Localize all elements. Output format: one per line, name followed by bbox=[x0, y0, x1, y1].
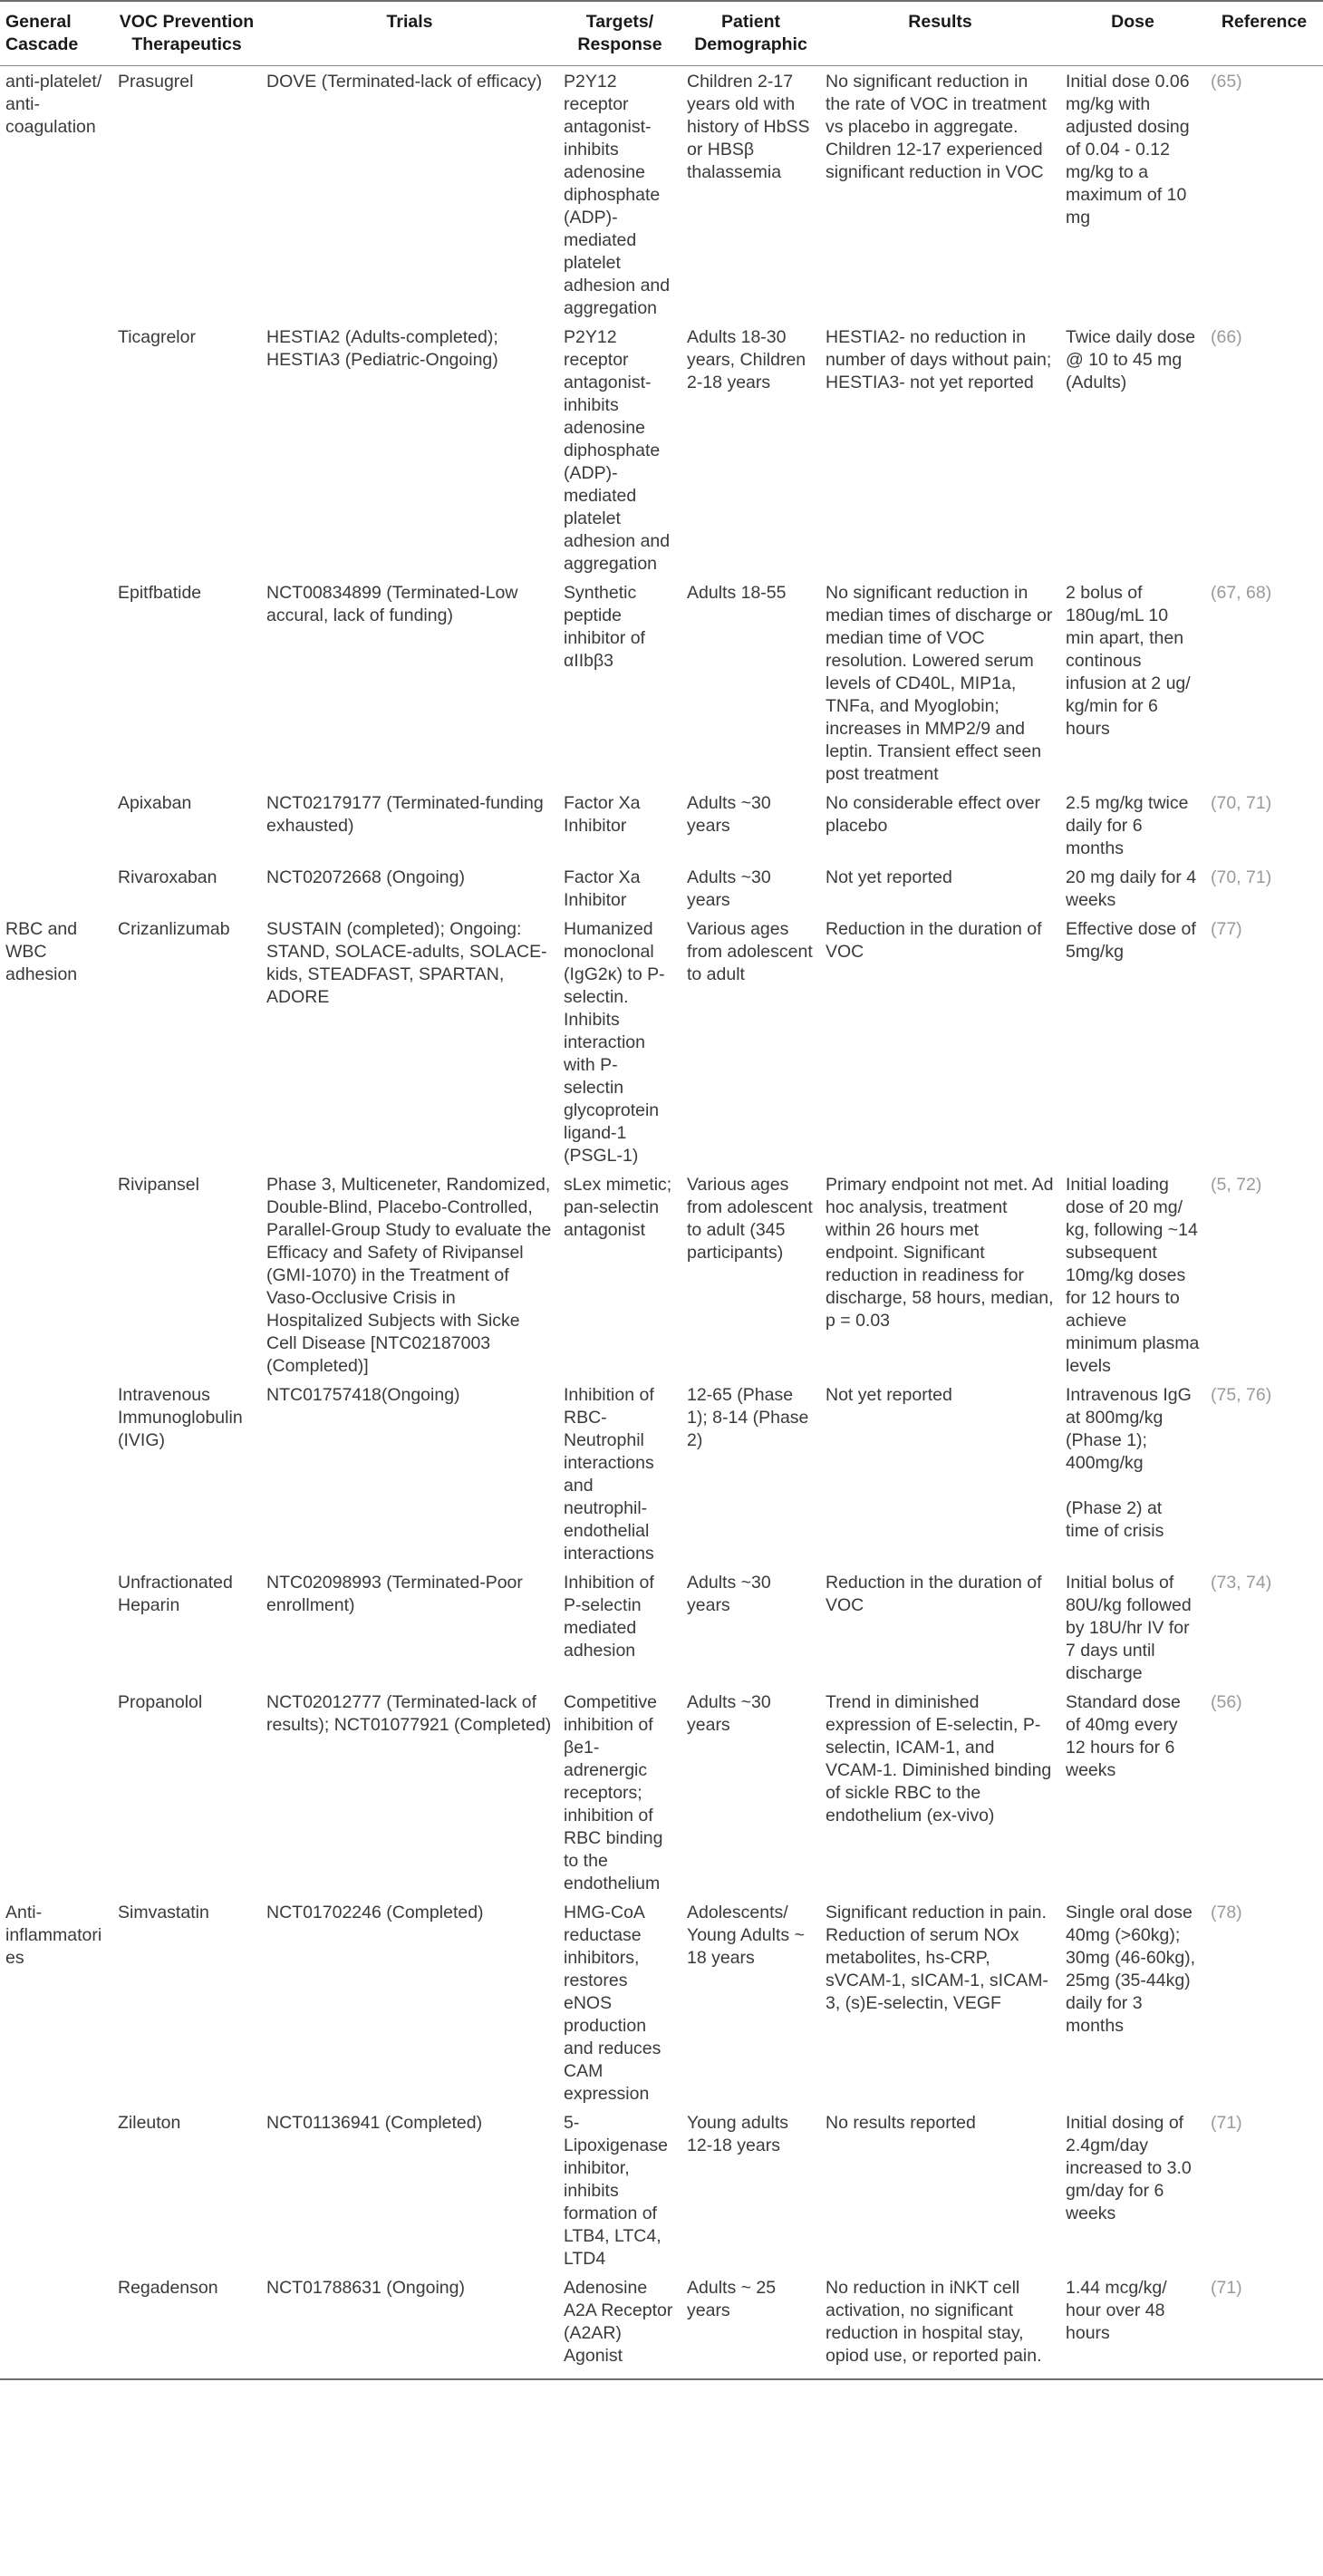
table-row bbox=[0, 322, 1323, 577]
cell-general-cascade bbox=[0, 788, 112, 862]
cell-patient-demographic: Adults ~30 years bbox=[687, 1692, 771, 1735]
cell-trials: NCT02012777 (Terminated-lack of results); NCT01077921 (Completed) bbox=[266, 1692, 552, 1735]
cell-patient-demographic: Young adults 12-18 years bbox=[687, 2113, 789, 2155]
cell-general-cascade: Anti-inflammatories bbox=[5, 1903, 102, 1968]
cell-patient-demographic: 12-65 (Phase 1); 8-14 (Phase 2) bbox=[687, 1385, 809, 1450]
cell-therapeutic: Unfractionated Heparin bbox=[118, 1573, 233, 1615]
cell-results: Reduction in the duration of VOC bbox=[826, 1573, 1042, 1615]
header-dose: Dose bbox=[1060, 1, 1205, 66]
cell-general-cascade: RBC and WBC adhesion bbox=[5, 919, 78, 984]
cell-targets: 5-Lipoxigenase inhibitor, inhibits formation of LTB4, LTC4, LTD4 bbox=[564, 2113, 668, 2269]
table-row bbox=[0, 1169, 1323, 1380]
cell-patient-demographic: Adults ~30 years bbox=[687, 793, 771, 836]
cell-results: No considerable effect over placebo bbox=[826, 793, 1041, 836]
cell-reference bbox=[1205, 914, 1323, 1169]
cell-trials: NCT01702246 (Completed) bbox=[266, 1903, 484, 1922]
cell-reference bbox=[1205, 1567, 1323, 1687]
header-results: Results bbox=[820, 1, 1060, 66]
cell-reference bbox=[1205, 862, 1323, 914]
cell-targets: Inhibition of P-selectin mediated adhesion bbox=[564, 1573, 654, 1661]
cell-trials: NTC01757418(Ongoing) bbox=[266, 1385, 460, 1405]
cell-targets: HMG-CoA reductase inhibitors, restores eNOS production and reduces CAM expression bbox=[564, 1903, 662, 2104]
header-general-cascade: General Cascade bbox=[0, 1, 112, 66]
cell-general-cascade bbox=[0, 1169, 112, 1380]
cell-targets: Humanized monoclonal (IgG2κ) to P-selectin. Inhibits interaction with P-selectin glycoprotein ligand-1 (PSGL-1) bbox=[564, 919, 665, 1166]
cell-reference bbox=[1205, 66, 1323, 323]
cell-dose: Initial dose 0.06 mg/kg with adjusted dosing of 0.04 - 0.12 mg/kg to a maximum of 10 mg bbox=[1066, 72, 1190, 228]
cell-results: No significant reduction in median times of discharge or median time of VOC resolution. Lowered serum levels of CD40L, MIP1a, TNFa, and Myoglobin; increases in MMP2/9 and leptin. Transient effect seen post treatment bbox=[826, 583, 1053, 784]
cell-results: Not yet reported bbox=[826, 867, 952, 887]
cell-dose: Single oral dose 40mg (>60kg); 30mg (46-60kg), 25mg (35-44kg) daily for 3 months bbox=[1066, 1903, 1196, 2036]
reference-link[interactable]: (77) bbox=[1211, 919, 1242, 939]
cell-trials: NCT02179177 (Terminated-funding exhausted) bbox=[266, 793, 544, 836]
table-row bbox=[0, 577, 1323, 788]
cell-trials: Phase 3, Multiceneter, Randomized, Double-Blind, Placebo-Controlled, Parallel-Group Study to evaluate the Efficacy and Safety of Rivipansel (GMI-1070) in the Treatment of Vaso-Occlusive Crisis in Hospitalized Subjects with Sicke Cell Disease [NTC02187003 (Completed)] bbox=[266, 1175, 552, 1376]
cell-results: Not yet reported bbox=[826, 1385, 952, 1405]
cell-therapeutic: Intravenous Immunoglobulin (IVIG) bbox=[118, 1385, 243, 1450]
cell-dose: Initial bolus of 80U/kg followed by 18U/hr IV for 7 days until discharge bbox=[1066, 1573, 1192, 1683]
cell-therapeutic: Zileuton bbox=[118, 2113, 181, 2133]
header-row bbox=[0, 1, 1323, 66]
table-row bbox=[0, 1380, 1323, 1567]
cell-patient-demographic: Children 2-17 years old with history of HbSS or HBSβ thalassemia bbox=[687, 72, 810, 182]
reference-link[interactable]: (78) bbox=[1211, 1903, 1242, 1922]
cell-results: No significant reduction in the rate of VOC in treatment vs placebo in aggregate. Children 12-17 experienced significant reduction in VOC bbox=[826, 72, 1047, 182]
cell-results: No reduction in iNKT cell activation, no significant reduction in hospital stay, opiod use, or reported pain. bbox=[820, 2272, 1060, 2379]
cell-results: Trend in diminished expression of E-selectin, P-selectin, ICAM-1, and VCAM-1. Diminished binding of sickle RBC to the endothelium (ex-vivo) bbox=[826, 1692, 1052, 1825]
cell-reference bbox=[1205, 2107, 1323, 2272]
table-row bbox=[0, 66, 1323, 323]
cell-dose: 1.44 mcg/kg/ hour over 48 hours bbox=[1060, 2272, 1205, 2379]
cell-dose: Twice daily dose @ 10 to 45 mg (Adults) bbox=[1066, 327, 1196, 392]
cell-targets: Factor Xa Inhibitor bbox=[564, 793, 641, 836]
reference-link[interactable]: (56) bbox=[1211, 1692, 1242, 1712]
cell-general-cascade: anti-platelet/ anti-coagulation bbox=[5, 72, 102, 137]
cell-general-cascade bbox=[0, 322, 112, 577]
cell-dose: Effective dose of 5mg/kg bbox=[1066, 919, 1196, 962]
cell-results: HESTIA2- no reduction in number of days without pain; HESTIA3- not yet reported bbox=[826, 327, 1052, 392]
cell-general-cascade bbox=[0, 862, 112, 914]
header-trials: Trials bbox=[261, 1, 558, 66]
cell-targets: P2Y12 receptor antagonist-inhibits adenosine diphosphate (ADP)-mediated platelet adhesion and aggregation bbox=[564, 72, 671, 318]
cell-reference bbox=[1205, 1169, 1323, 1380]
cell-results: No results reported bbox=[826, 2113, 976, 2133]
cell-reference bbox=[1205, 1897, 1323, 2107]
cell-therapeutic: Prasugrel bbox=[118, 72, 194, 92]
cell-reference bbox=[1205, 1687, 1323, 1897]
cell-targets: Factor Xa Inhibitor bbox=[564, 867, 641, 910]
cell-results: Significant reduction in pain. Reduction of serum NOx metabolites, hs-CRP, sVCAM-1, sICAM-1, sICAM-3, (s)E-selectin, VEGF bbox=[826, 1903, 1048, 2013]
cell-therapeutic: Rivaroxaban bbox=[118, 867, 217, 887]
cell-patient-demographic: Adolescents/ Young Adults ~ 18 years bbox=[687, 1903, 805, 1968]
cell-trials: NCT01788631 (Ongoing) bbox=[261, 2272, 558, 2379]
table-row bbox=[0, 2272, 1323, 2379]
table-body bbox=[0, 66, 1323, 2380]
cell-therapeutic: Propanolol bbox=[118, 1692, 203, 1712]
table-row bbox=[0, 862, 1323, 914]
cell-general-cascade bbox=[0, 1380, 112, 1567]
cell-trials: NCT01136941 (Completed) bbox=[266, 2113, 483, 2133]
cell-targets: Competitive inhibition of βe1-adrenergic receptors; inhibition of RBC binding to the endothelium bbox=[564, 1692, 663, 1893]
table-row bbox=[0, 1567, 1323, 1687]
cell-reference bbox=[1205, 2272, 1323, 2379]
cell-trials: NTC02098993 (Terminated-Poor enrollment) bbox=[266, 1573, 523, 1615]
cell-results: Primary endpoint not met. Ad hoc analysis, treatment within 26 hours met endpoint. Significant reduction in readiness for discharge, 58 hours, median, p = 0.03 bbox=[826, 1175, 1054, 1331]
cell-therapeutic: Crizanlizumab bbox=[118, 919, 230, 939]
header-voc-prevention-therapeutics: VOC Prevention Therapeutics bbox=[112, 1, 261, 66]
cell-results: Reduction in the duration of VOC bbox=[826, 919, 1042, 962]
cell-targets: Adenosine A2A Receptor (A2AR) Agonist bbox=[558, 2272, 681, 2379]
cell-dose: 2.5 mg/kg twice daily for 6 months bbox=[1066, 793, 1189, 858]
reference-link[interactable]: (66) bbox=[1211, 327, 1242, 347]
cell-patient-demographic: Various ages from adolescent to adult bbox=[687, 919, 813, 984]
cell-patient-demographic: Adults 18-30 years, Children 2-18 years bbox=[687, 327, 806, 392]
cell-targets: Synthetic peptide inhibitor of αIIbβ3 bbox=[564, 583, 645, 671]
cell-patient-demographic: Adults 18-55 bbox=[687, 583, 787, 603]
reference-link[interactable]: (71) bbox=[1211, 2278, 1242, 2298]
reference-link[interactable]: (73, 74) bbox=[1211, 1573, 1272, 1593]
cell-trials: SUSTAIN (completed); Ongoing: STAND, SOLACE-adults, SOLACE-kids, STEADFAST, SPARTAN, ADORE bbox=[266, 919, 547, 1007]
cell-reference bbox=[1205, 1380, 1323, 1567]
cell-reference bbox=[1205, 322, 1323, 577]
cell-patient-demographic: Adults ~30 years bbox=[687, 1573, 771, 1615]
cell-general-cascade bbox=[0, 577, 112, 788]
table-row bbox=[0, 788, 1323, 862]
cell-trials: DOVE (Terminated-lack of efficacy) bbox=[266, 72, 543, 92]
cell-dose: Intravenous IgG at 800mg/kg (Phase 1); 400mg/kg (Phase 2) at time of crisis bbox=[1066, 1385, 1192, 1541]
cell-trials: NCT02072668 (Ongoing) bbox=[266, 867, 465, 887]
cell-patient-demographic: Various ages from adolescent to adult (345 participants) bbox=[687, 1175, 813, 1263]
cell-dose: Initial dosing of 2.4gm/day increased to 3.0 gm/day for 6 weeks bbox=[1066, 2113, 1192, 2223]
table-row bbox=[0, 1897, 1323, 2107]
cell-general-cascade bbox=[0, 2272, 112, 2379]
reference-link[interactable]: (67, 68) bbox=[1211, 583, 1272, 603]
header-targets-response: Targets/ Response bbox=[558, 1, 681, 66]
cell-trials: HESTIA2 (Adults-completed); HESTIA3 (Pediatric-Ongoing) bbox=[266, 327, 498, 370]
cell-therapeutic: Regadenson bbox=[112, 2272, 261, 2379]
cell-targets: P2Y12 receptor antagonist-inhibits adenosine diphosphate (ADP)-mediated platelet adhesion and aggregation bbox=[564, 327, 671, 574]
cell-therapeutic: Ticagrelor bbox=[118, 327, 196, 347]
cell-dose: Standard dose of 40mg every 12 hours for 6 weeks bbox=[1066, 1692, 1181, 1780]
cell-targets: Inhibition of RBC-Neutrophil interactions and neutrophil-endothelial interactions bbox=[564, 1385, 654, 1564]
cell-therapeutic: Epitfbatide bbox=[118, 583, 202, 603]
cell-general-cascade bbox=[0, 2107, 112, 2272]
cell-trials: NCT00834899 (Terminated-Low accural, lack of funding) bbox=[266, 583, 518, 625]
cell-reference bbox=[1205, 788, 1323, 862]
reference-link[interactable]: (71) bbox=[1211, 2113, 1242, 2133]
cell-reference bbox=[1205, 577, 1323, 788]
table-row bbox=[0, 1687, 1323, 1897]
cell-general-cascade bbox=[0, 1567, 112, 1687]
cell-general-cascade bbox=[0, 1687, 112, 1897]
reference-link[interactable]: (75, 76) bbox=[1211, 1385, 1272, 1405]
cell-dose: 2 bolus of 180ug/mL 10 min apart, then continous infusion at 2 ug/ kg/min for 6 hours bbox=[1066, 583, 1191, 739]
header-reference: Reference bbox=[1205, 1, 1323, 66]
reference-link[interactable]: (70, 71) bbox=[1211, 867, 1272, 887]
table-row bbox=[0, 2107, 1323, 2272]
cell-patient-demographic: Adults ~ 25 years bbox=[681, 2272, 820, 2379]
cell-patient-demographic: Adults ~30 years bbox=[687, 867, 771, 910]
cell-dose: Initial loading dose of 20 mg/ kg, following ~14 subsequent 10mg/kg doses for 12 hours to achieve minimum plasma levels bbox=[1066, 1175, 1200, 1376]
reference-link[interactable]: (70, 71) bbox=[1211, 793, 1272, 813]
cell-targets: sLex mimetic; pan-selectin antagonist bbox=[564, 1175, 672, 1240]
cell-therapeutic: Simvastatin bbox=[118, 1903, 209, 1922]
cell-therapeutic: Apixaban bbox=[118, 793, 192, 813]
table-row bbox=[0, 914, 1323, 1169]
cell-dose: 20 mg daily for 4 weeks bbox=[1066, 867, 1197, 910]
reference-link[interactable]: (5, 72) bbox=[1211, 1175, 1262, 1195]
header-patient-demographic: Patient Demographic bbox=[681, 1, 820, 66]
cell-therapeutic: Rivipansel bbox=[118, 1175, 199, 1195]
reference-link[interactable]: (65) bbox=[1211, 72, 1242, 92]
